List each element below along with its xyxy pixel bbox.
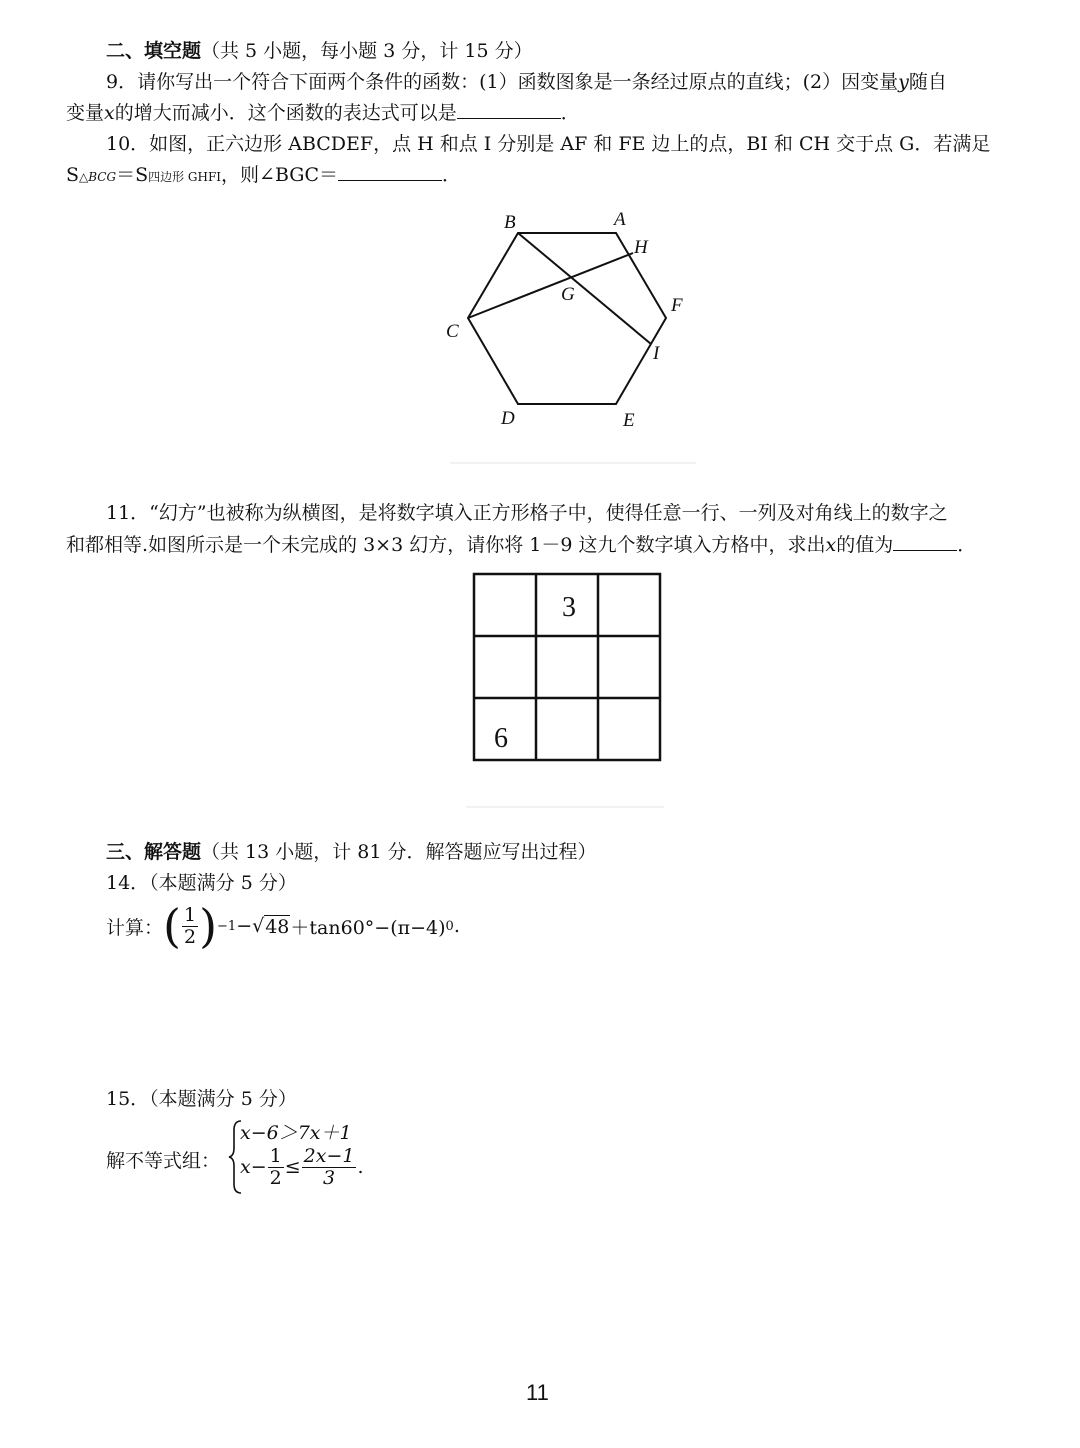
q10-answer-blank[interactable] (338, 162, 442, 181)
q14-expression: 计算： ( $\frac{1}{2}$ ) −1 − √ 48 ＋tan60°−(π−4) 0 . (106, 899, 460, 953)
label-d: D (501, 408, 515, 429)
q11-line-1: 11．“幻方”也被称为纵横图，是将数字填入正方形格子中，使得任意一行、一列及对角线上的数字之 (106, 502, 948, 524)
q14-title: 14．（本题满分 5 分） (106, 872, 297, 894)
q15-label: 解不等式组： (106, 1150, 221, 1172)
q9-line-1: 9．请你写出一个符合下面两个条件的函数：(1）函数图象是一条经过原点的直线；(2）因变量y随自 (106, 71, 947, 93)
label-e: E (623, 410, 635, 431)
magic-square (466, 566, 676, 816)
section-2-heading: 二、填空题（共 5 小题，每小题 3 分，计 15 分） (106, 40, 533, 62)
q15-title: 15．（本题满分 5 分） (106, 1088, 297, 1110)
label-b: B (504, 212, 516, 233)
page-number: 11 (526, 1380, 549, 1405)
grid-cell-2: 3 (562, 592, 576, 623)
label-g: G (561, 284, 575, 305)
q9-line-2: 变量x的增大而减小．这个函数的表达式可以是 ． (66, 102, 580, 124)
q14-fraction: $\frac{1}{2}$ (183, 903, 197, 948)
q15-fraction-2: $\frac{2x-1}{3}$ (303, 1145, 355, 1189)
inequality-2: x− $\frac{1}{2}$ ≤ $\frac{2x-1}{3}$ . (240, 1145, 364, 1189)
q15-fraction-1: $\frac{1}{2}$ (269, 1145, 282, 1189)
label-i: I (653, 343, 660, 364)
label-f: F (671, 295, 683, 316)
q10-line-2: S△BCG＝S四边形 GHFI，则∠BGC＝ ． (66, 164, 462, 186)
hexagon-abcdef (468, 233, 666, 404)
label-c: C (446, 321, 459, 342)
label-a: A (614, 209, 626, 230)
paren-right: ) (199, 899, 218, 953)
q10-line-1: 10．如图，正六边形 ABCDEF，点 H 和点 I 分别是 AF 和 FE 边上的点，BI 和 CH 交于点 G．若满足 (106, 133, 991, 155)
paren-left: ( (163, 899, 181, 953)
q11-line-2: 和都相等.如图所示是一个未完成的 3×3 幻方，请你将 1－9 这九个数字填入方格中，求出x的值为 ． (66, 534, 977, 556)
sqrt-sign: √ (252, 915, 265, 937)
q11-answer-blank[interactable] (893, 532, 957, 551)
q9-answer-blank[interactable] (457, 100, 561, 119)
section-3-heading: 三、解答题（共 13 小题，计 81 分．解答题应写出过程） (106, 841, 597, 863)
hexagon-figure (430, 200, 710, 470)
segment-bi (518, 233, 651, 344)
label-h: H (634, 237, 648, 258)
grid-cell-7: 6 (494, 723, 508, 754)
inequality-1: x−6＞7x＋1 (240, 1122, 352, 1144)
